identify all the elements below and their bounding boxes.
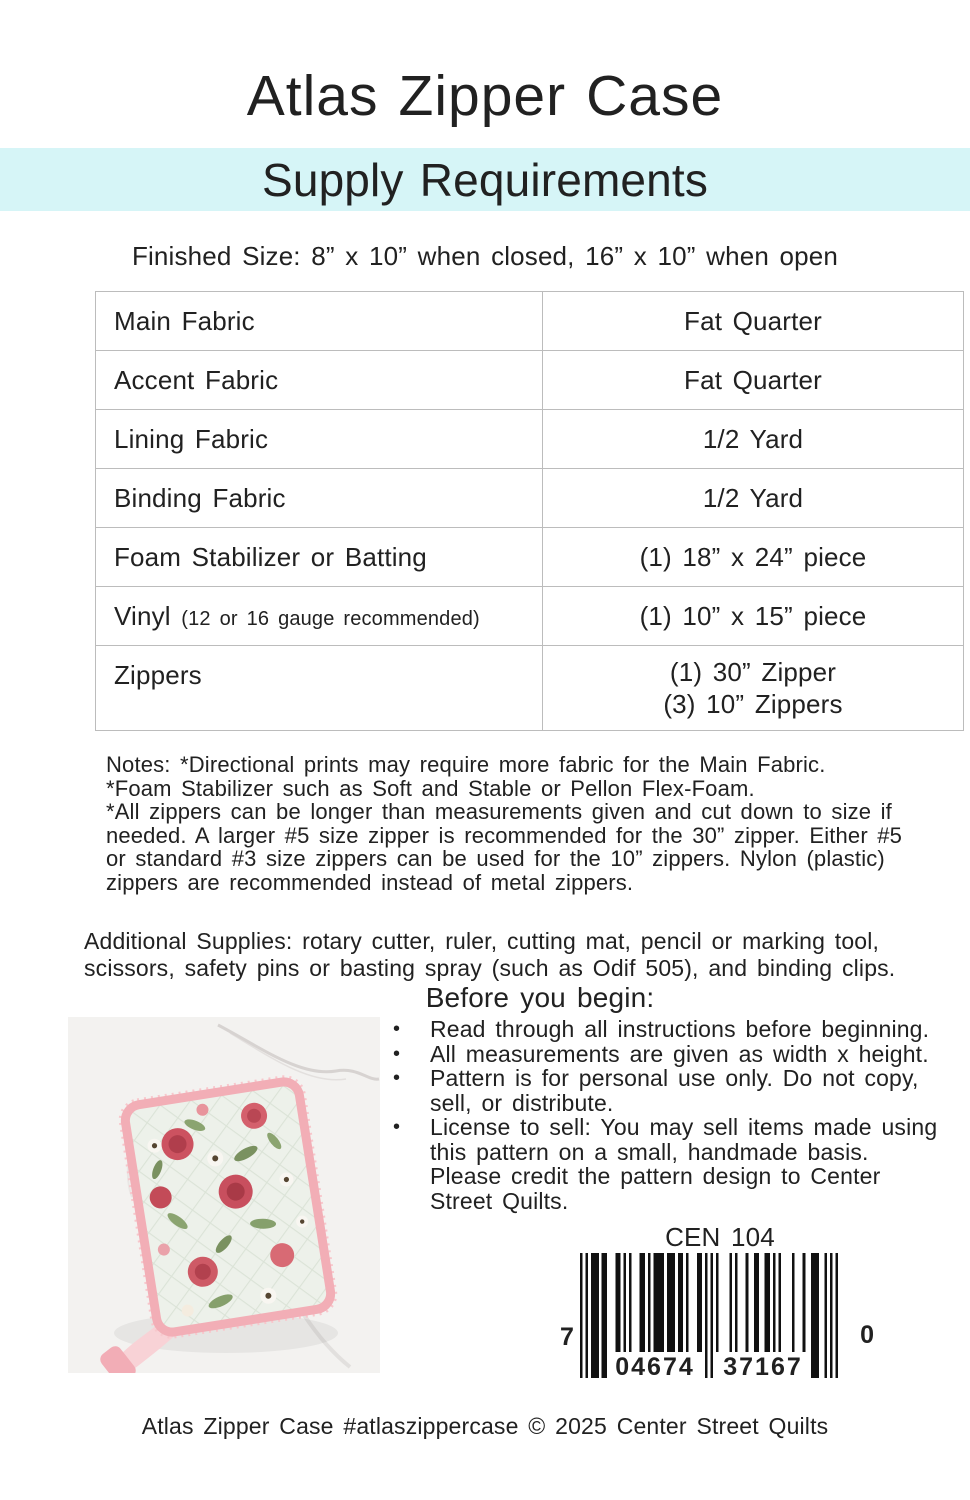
supply-qty-value: Fat Quarter: [684, 305, 822, 336]
notes-line: zippers are recommended instead of metal zippers.: [106, 869, 634, 895]
bullet-line: this pattern on a small, handmade basis.: [430, 1138, 869, 1165]
supply-item-label: Accent Fabric: [114, 364, 279, 395]
product-photo: [68, 1017, 380, 1373]
page-title: Atlas Zipper Case: [246, 64, 724, 128]
bullet-line: sell, or distribute.: [430, 1089, 614, 1116]
supply-qty-value: (1) 18” x 24” piece: [639, 541, 867, 572]
supply-qty-value: 1/2 Yard: [702, 482, 804, 513]
supply-item-label: Vinyl: [114, 600, 171, 631]
supply-table: [95, 291, 964, 731]
bullet-line: • Read through all instructions before beginning.: [430, 1016, 930, 1042]
barcode-right-digit: 0: [860, 1321, 876, 1349]
notes-block: [106, 753, 970, 894]
notes-line: *Foam Stabilizer such as Soft and Stable or Pellon Flex-Foam.: [106, 775, 755, 801]
supply-item-label: Binding Fabric: [114, 482, 286, 513]
table-row: [96, 469, 964, 528]
notes-line: *All zippers can be longer than measurements given and cut down to size if: [106, 799, 892, 824]
list-item: [390, 1066, 970, 1115]
table-row: [96, 292, 964, 351]
notes-line: needed. A larger #5 size zipper is recommended for the 30” zipper. Either #5: [106, 822, 903, 848]
supply-item-note: (12 or 16 gauge recommended): [181, 607, 480, 630]
supply-item-label: Lining Fabric: [114, 423, 269, 454]
pattern-sku: CEN 104: [665, 1222, 775, 1252]
notes-line: Notes: *Directional prints may require more fabric for the Main Fabric.: [106, 752, 826, 777]
additional-supplies-block: [84, 928, 970, 981]
table-row: [96, 410, 964, 469]
list-item: [390, 1042, 970, 1067]
bottom-section: [0, 1017, 970, 1385]
supply-item-label: Foam Stabilizer or Batting: [114, 541, 427, 572]
section-banner: [0, 148, 970, 211]
list-item: [390, 1017, 970, 1042]
before-you-begin-list: [390, 1017, 970, 1213]
supply-item-label: Main Fabric: [114, 305, 255, 336]
supply-qty-value: (3) 10” Zippers: [663, 689, 843, 719]
table-row: [96, 587, 964, 646]
table-row: [96, 528, 964, 587]
bullet-line: • Pattern is for personal use only. Do not copy,: [430, 1065, 919, 1091]
supply-qty-value: (1) 10” x 15” piece: [639, 600, 867, 631]
bullet-line: • All measurements are given as width x height.: [430, 1040, 929, 1067]
bullet-line: Street Quilts.: [430, 1187, 569, 1214]
zipper-case-photo-illustration: [68, 1017, 380, 1373]
additional-supplies-line: scissors, safety pins or basting spray (such as Odif 505), and binding clips.: [84, 954, 896, 981]
finished-size-line: Finished Size: 8” x 10” when closed, 16” x 10” when open: [131, 241, 839, 271]
table-row: [96, 351, 964, 410]
notes-line: or standard #3 size zippers can be used for the 10” zippers. Nylon (plastic): [106, 846, 885, 871]
table-row: [96, 646, 964, 731]
barcode-group2: 37167: [723, 1353, 803, 1381]
barcode-group1: 04674: [615, 1353, 695, 1381]
bullet-line: • License to sell: You may sell items made using: [430, 1114, 938, 1140]
before-you-begin-column: [390, 1016, 970, 1381]
list-item: [390, 1115, 970, 1213]
barcode-left-digit: 7: [560, 1323, 576, 1351]
upc-barcode: [560, 1253, 880, 1381]
banner-label: Supply Requirements: [261, 153, 709, 206]
supply-qty-value: 1/2 Yard: [702, 423, 804, 454]
before-you-begin-heading: Before you begin:: [425, 982, 655, 1013]
footer-credit: Atlas Zipper Case #atlaszippercase © 2025 Center Street Quilts: [141, 1413, 829, 1439]
additional-supplies-line: Additional Supplies: rotary cutter, ruler, cutting mat, pencil or marking tool,: [84, 928, 880, 954]
supply-qty-value: (1) 30” Zipper: [669, 657, 837, 687]
supply-qty-value: Fat Quarter: [684, 364, 822, 395]
bullet-line: Please credit the pattern design to Center: [430, 1163, 881, 1189]
supply-item-label: Zippers: [114, 660, 202, 690]
